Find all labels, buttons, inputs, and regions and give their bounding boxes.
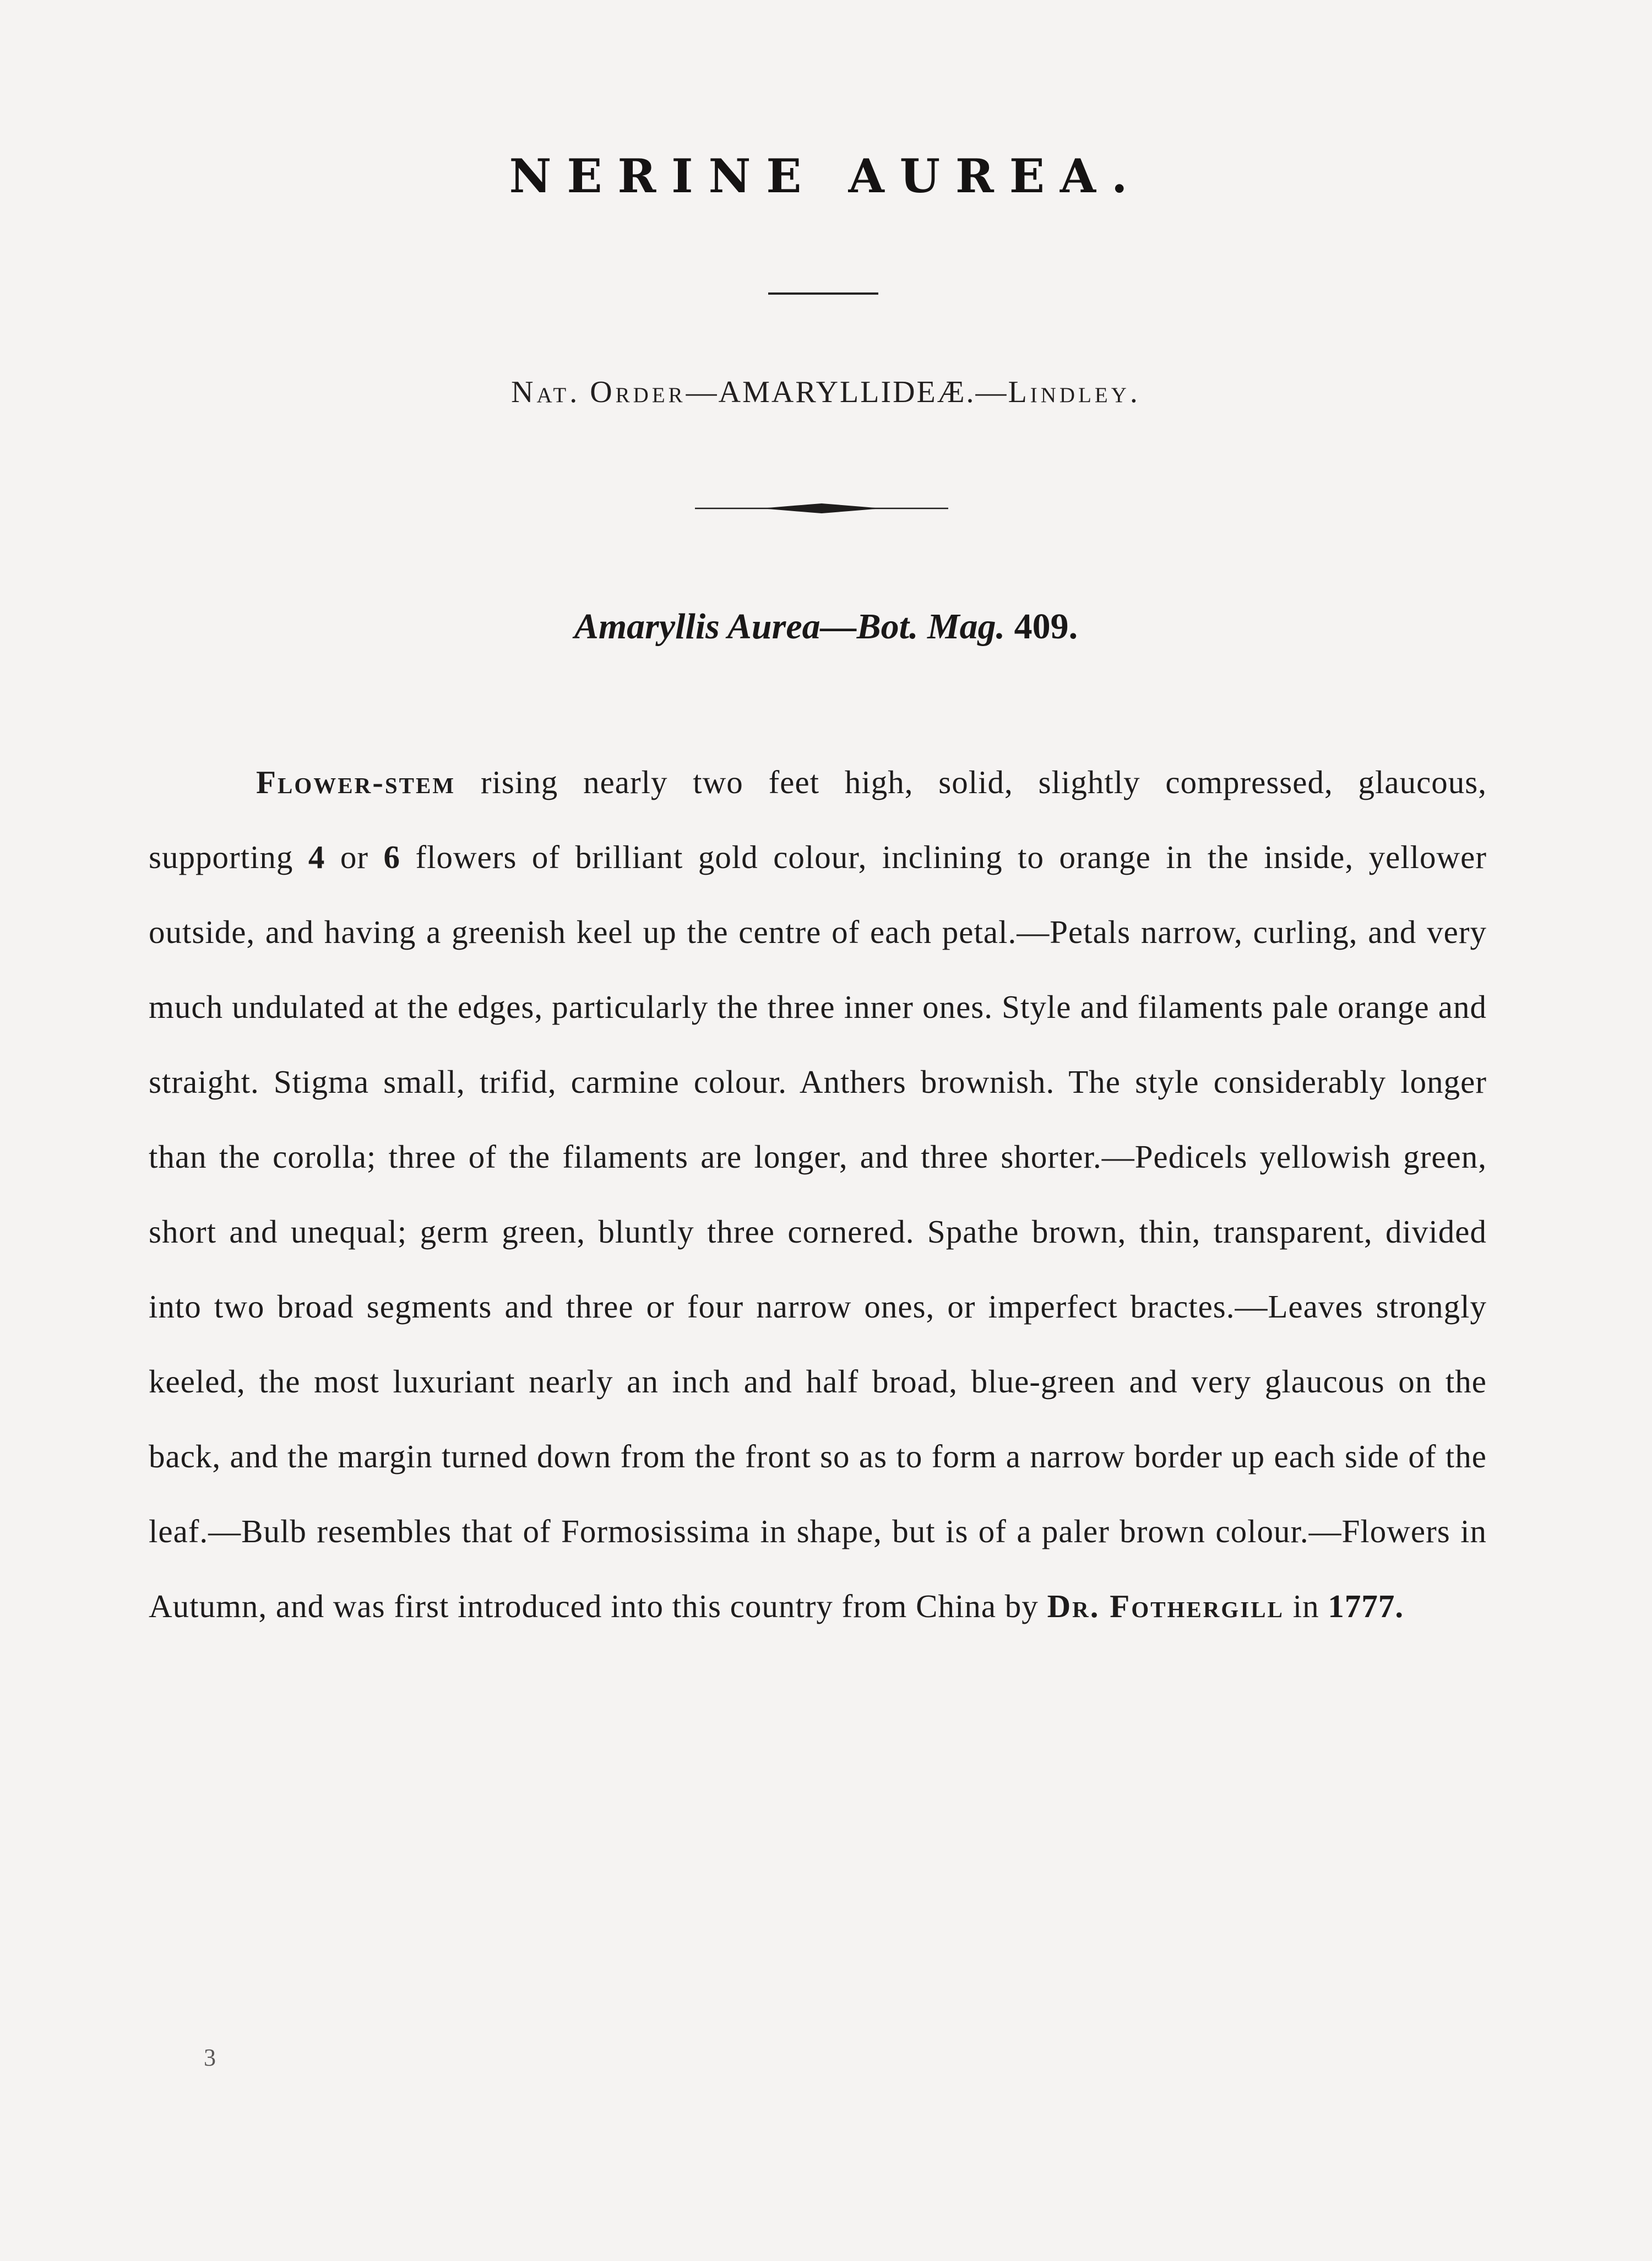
nat-label: Nat.: [511, 375, 581, 409]
synonym-text: Amaryllis Aurea—Bot. Mag.: [574, 606, 1006, 647]
species-description: [149, 745, 1487, 1644]
description-text-1: rising nearly two feet high, solid, slightly compressed, glaucous, supporting: [149, 764, 1487, 875]
natural-order-line: [0, 375, 1652, 410]
page-number: 3: [204, 2044, 216, 2071]
description-lead-word: Flower-stem: [256, 764, 456, 800]
order-label: Order: [590, 375, 686, 409]
synonym-number: 409.: [1014, 606, 1078, 647]
title-rule: [768, 292, 878, 295]
introducer-name: Dr. Fothergill: [1047, 1588, 1284, 1624]
synonym-reference: [0, 606, 1652, 648]
authority-name: Lindley.: [1008, 375, 1141, 409]
description-text-2: or: [325, 839, 384, 875]
order-name: —AMARYLLIDEÆ.—: [686, 375, 1008, 409]
flower-count-max: 6: [383, 839, 401, 875]
description-text-4: in: [1284, 1588, 1328, 1624]
flower-count-min: 4: [308, 839, 325, 875]
ornamental-divider: [695, 500, 948, 517]
description-text-3: flowers of brilliant gold colour, inclining to orange in the inside, yellower outside, and having a greenish keel up the centre of each petal.—Petals narrow, curling, and very much undulated at the edges, particularly the three inner ones. Style and filaments pale orange and straight. Stigma small, trifid, carmine colour. Anthers brownish. The style considerably longer than the corolla; three of the filaments are longer, and three shorter.—Pedicels yellowish green, short and unequal; germ green, bluntly three cornered. Spathe brown, thin, transparent, divided into two broad segments and three or four narrow ones, or imperfect bractes.—Leaves strongly keeled, the most luxuriant nearly an inch and half broad, blue-green and very glaucous on the back, and the margin turned down from the front so as to form a narrow border up each side of the leaf.—Bulb resembles that of Formosissima in shape, but is of a paler brown colour.—Flowers in Autumn, and was first introduced into this country from China by: [149, 839, 1487, 1624]
introduction-year: 1777.: [1328, 1588, 1404, 1624]
page-title: NERINE AUREA.: [509, 149, 1143, 203]
